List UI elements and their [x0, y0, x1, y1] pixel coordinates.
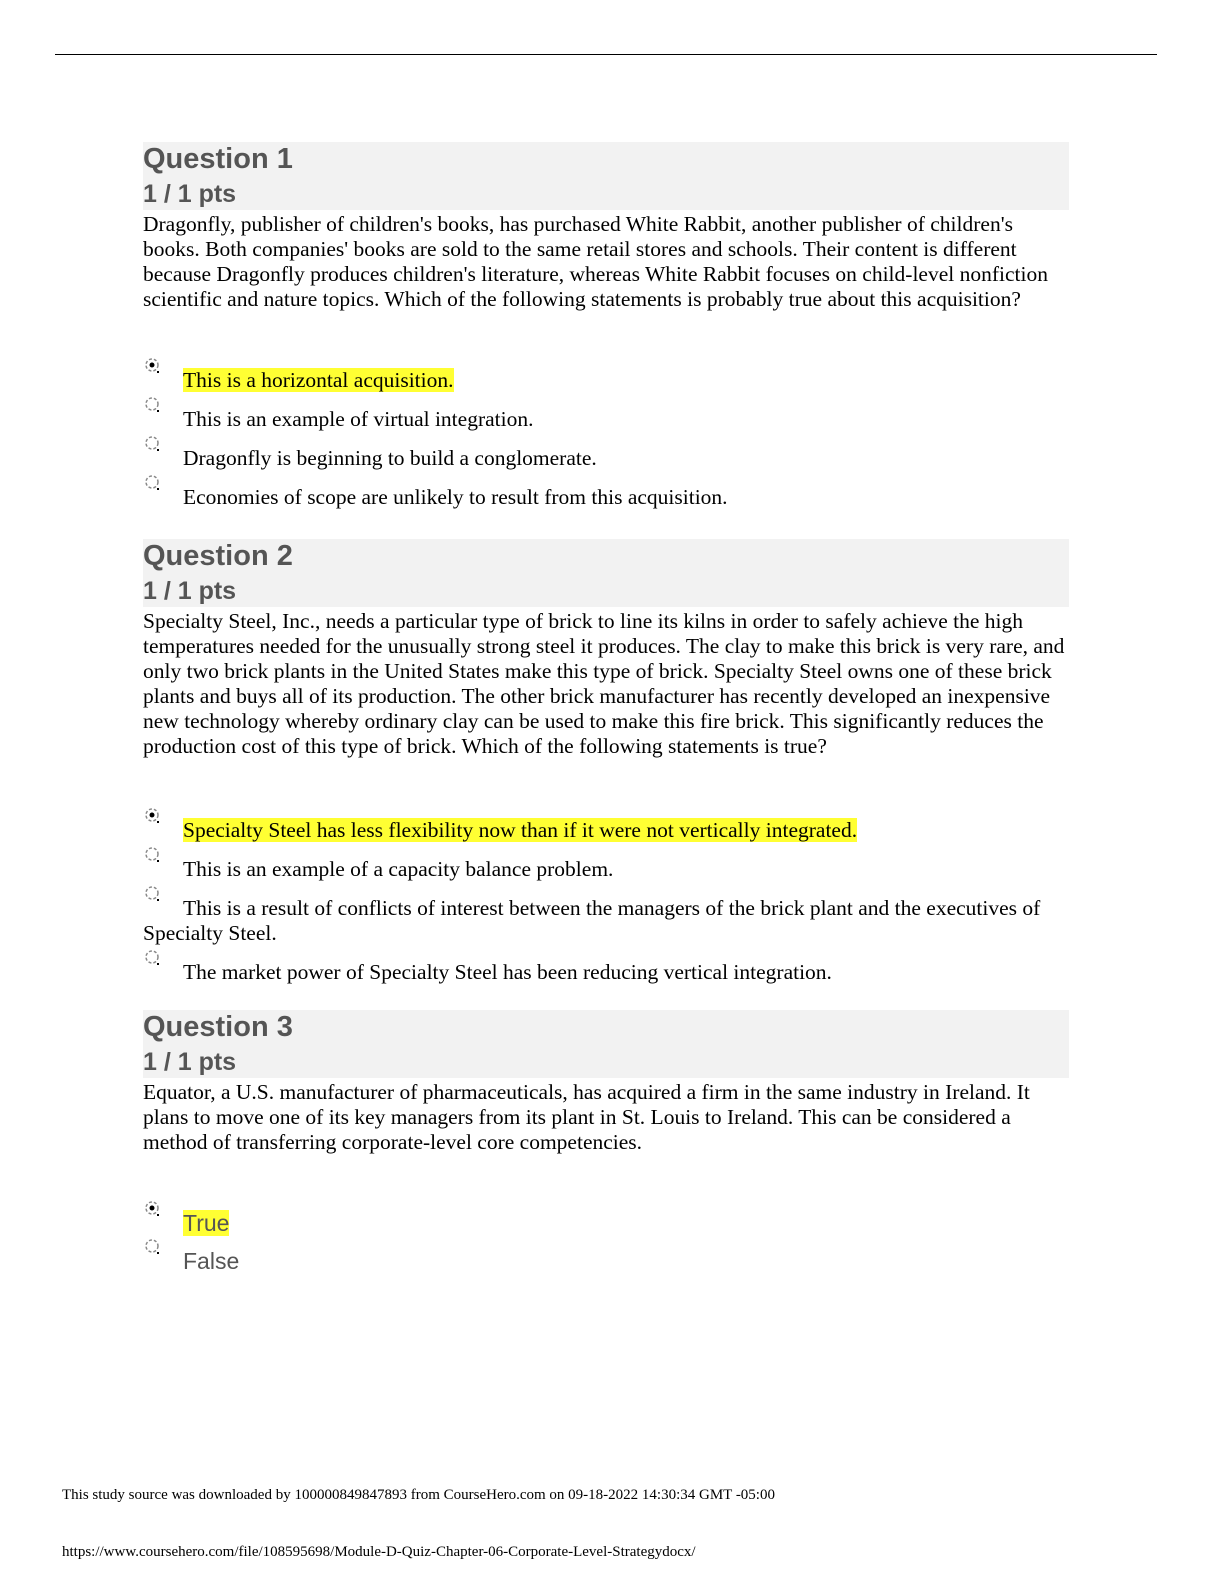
- answer-option[interactable]: [143, 818, 1069, 843]
- radio-icon[interactable]: [143, 948, 163, 968]
- question-2: [143, 539, 1069, 999]
- question-text: Specialty Steel, Inc., needs a particular type of brick to line its kilns in order to safely achieve the high temperatures needed for the unusually strong steel it produces. The clay to make this brick is very rare, and only two brick plants in the United States make this type of brick. Specialty Steel owns one of these brick plants and buys all of its production. The other brick manufacturer has recently developed an inexpensive new technology whereby ordinary clay can be used to make this fire brick. This significantly reduces the production cost of this type of brick. Which of the following statements is true?: [143, 609, 1065, 758]
- radio-icon[interactable]: [143, 473, 163, 493]
- answer-list: [143, 818, 1069, 985]
- answer-label: Dragonfly is beginning to build a conglomerate.: [183, 446, 597, 470]
- answer-label: This is a result of conflicts of interest between the managers of the brick plant and the executives of Specialty Steel.: [143, 896, 1041, 945]
- question-text: Equator, a U.S. manufacturer of pharmaceuticals, has acquired a firm in the same industry in Ireland. It plans to move one of its key managers from its plant in St. Louis to Ireland. This can be considered a method of transferring corporate-level core competencies.: [143, 1080, 1030, 1154]
- radio-icon[interactable]: [143, 884, 163, 904]
- radio-icon[interactable]: [143, 434, 163, 454]
- radio-icon[interactable]: [143, 1237, 163, 1257]
- question-title: Question 3: [143, 1011, 293, 1043]
- top-rule: [55, 54, 1157, 55]
- answer-label: True: [183, 1210, 230, 1236]
- question-points: 1 / 1 pts: [143, 180, 237, 208]
- question-title: Question 1: [143, 143, 293, 175]
- question-3: [143, 1010, 1069, 1287]
- answer-option[interactable]: [143, 485, 1069, 510]
- answer-label: This is a horizontal acquisition.: [183, 368, 454, 392]
- radio-icon[interactable]: [143, 845, 163, 865]
- answer-option[interactable]: [143, 857, 1069, 882]
- answer-option[interactable]: [143, 368, 1069, 393]
- question-title: Question 2: [143, 540, 293, 572]
- radio-selected-icon[interactable]: [143, 1199, 163, 1219]
- radio-icon[interactable]: [143, 395, 163, 415]
- answer-label: Economies of scope are unlikely to result from this acquisition.: [183, 485, 728, 509]
- question-points: 1 / 1 pts: [143, 1048, 237, 1076]
- answer-option[interactable]: [143, 960, 1069, 985]
- radio-selected-icon[interactable]: [143, 806, 163, 826]
- answer-label: Specialty Steel has less flexibility now than if it were not vertically integrated.: [183, 818, 858, 842]
- answer-list: [143, 1211, 1069, 1274]
- question-header: [143, 1010, 1069, 1078]
- question-header: [143, 142, 1069, 210]
- answer-option[interactable]: [143, 1249, 1069, 1274]
- answer-list: [143, 368, 1069, 510]
- question-header: [143, 539, 1069, 607]
- answer-option[interactable]: [143, 896, 1069, 946]
- question-1: [143, 142, 1069, 524]
- answer-label: The market power of Specialty Steel has been reducing vertical integration.: [183, 960, 832, 984]
- question-points: 1 / 1 pts: [143, 577, 237, 605]
- answer-label: This is an example of a capacity balance problem.: [183, 857, 614, 881]
- question-text: Dragonfly, publisher of children's books, has purchased White Rabbit, another publisher of children's books. Both companies' books are sold to the same retail stores and schools. Their content is different because Dragonfly produces children's literature, whereas White Rabbit focuses on child-level nonfiction scientific and nature topics. Which of the following statements is probably true about this acquisition?: [143, 212, 1048, 311]
- answer-label: False: [183, 1248, 240, 1274]
- answer-label: This is an example of virtual integration.: [183, 407, 534, 431]
- radio-selected-icon[interactable]: [143, 356, 163, 376]
- answer-option[interactable]: [143, 1211, 1069, 1236]
- footer-url[interactable]: https://www.coursehero.com/file/108595698/Module-D-Quiz-Chapter-06-Corporate-Level-Strategydocx/: [62, 1544, 696, 1560]
- answer-option[interactable]: [143, 446, 1069, 471]
- footer-source: This study source was downloaded by 100000849847893 from CourseHero.com on 09-18-2022 14:30:34 GMT -05:00: [62, 1487, 775, 1503]
- answer-option[interactable]: [143, 407, 1069, 432]
